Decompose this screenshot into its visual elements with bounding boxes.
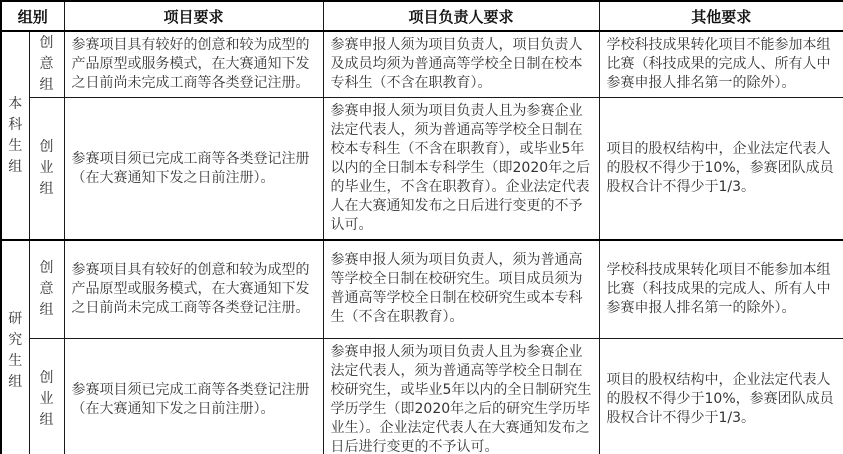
subgroup-label-text: 创意组 <box>39 259 54 318</box>
leader-requirement-cell: 参赛申报人须为项目负责人且为参赛企业法定代表人，须为普通高等学校全日制在校研究生，或毕业5年以内的全日制研究生学历学生（即2020年之后的研究生学历毕业生）。企业法定代表人在大赛通知发布之日后进行变更的不予认可。 <box>323 338 599 454</box>
group-label-text: 研究生组 <box>8 310 23 390</box>
leader-requirement-cell: 参赛申报人须为项目负责人，项目负责人及成员均须为普通高等学校全日制在校本专科生（不含在职教育）。 <box>323 31 599 98</box>
header-group: 组别 <box>1 1 64 31</box>
leader-requirement-cell: 参赛申报人须为项目负责人，须为普通高等学校全日制在校研究生。项目成员须为普通高等学校全日制在校研究生或本专科生（不含在职教育）。 <box>323 240 599 338</box>
table-row-undergrad-creative <box>1 31 843 98</box>
group-label-graduate <box>1 240 29 454</box>
subgroup-label-text: 创意组 <box>39 35 54 93</box>
header-other-requirements: 其他要求 <box>599 1 843 31</box>
other-requirement-cell: 学校科技成果转化项目不能参加本组比赛（科技成果的完成人、所有人中参赛申报人排名第一的除外）。 <box>599 31 843 98</box>
table-row-undergrad-startup <box>1 98 843 241</box>
project-requirement-cell: 参赛项目具有较好的创意和较为成型的产品原型或服务模式，在大赛通知下发之日前尚未完成工商等各类登记注册。 <box>64 31 323 98</box>
subgroup-label-creative <box>29 240 64 338</box>
table-header-row <box>1 1 843 31</box>
other-requirement-cell: 学校科技成果转化项目不能参加本组比赛（科技成果的完成人、所有人中参赛申报人排名第一的除外）。 <box>599 240 843 338</box>
subgroup-label-text: 创业组 <box>39 370 54 428</box>
project-requirement-cell: 参赛项目须已完成工商等各类登记注册（在大赛通知下发之日前注册）。 <box>64 98 323 241</box>
project-requirement-cell: 参赛项目须已完成工商等各类登记注册（在大赛通知下发之日前注册）。 <box>64 338 323 454</box>
table-row-graduate-startup <box>1 338 843 454</box>
group-label-undergraduate <box>1 31 29 240</box>
subgroup-label-text: 创业组 <box>39 139 54 197</box>
other-requirement-cell: 项目的股权结构中，企业法定代表人的股权不得少于10%，参赛团队成员股权合计不得少于1/3。 <box>599 338 843 454</box>
other-requirement-cell: 项目的股权结构中，企业法定代表人的股权不得少于10%，参赛团队成员股权合计不得少于1/3。 <box>599 98 843 241</box>
header-leader-requirements: 项目负责人要求 <box>323 1 599 31</box>
subgroup-label-creative <box>29 31 64 98</box>
leader-requirement-cell: 参赛申报人须为项目负责人且为参赛企业法定代表人，须为普通高等学校全日制在校本专科生（不含在职教育），或毕业5年以内的全日制本专科学生（即2020年之后的毕业生，不含在职教育）。企业法定代表人在大赛通知发布之日后进行变更的不予认可。 <box>323 98 599 241</box>
group-label-text: 本科生组 <box>8 95 23 175</box>
project-requirement-cell: 参赛项目具有较好的创意和较为成型的产品原型或服务模式，在大赛通知下发之日前尚未完成工商等各类登记注册。 <box>64 240 323 338</box>
header-project-requirements: 项目要求 <box>64 1 323 31</box>
subgroup-label-startup <box>29 98 64 241</box>
table-row-graduate-creative <box>1 240 843 338</box>
subgroup-label-startup <box>29 338 64 454</box>
